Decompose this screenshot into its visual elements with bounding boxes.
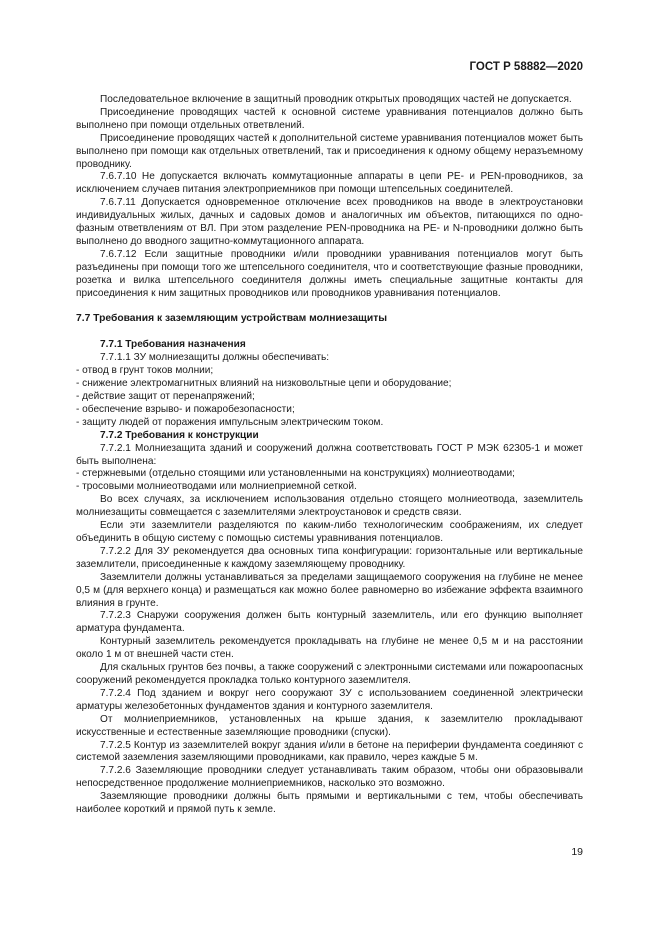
paragraph: 7.7.2.5 Контур из заземлителей вокруг здания и/или в бетоне на периферии фундамента соединяют с системой заземления заземляющими проводниками, как правило, через каждые 5 м. [76, 739, 583, 764]
document-header: ГОСТ Р 58882—2020 [469, 61, 583, 73]
paragraph: Последовательное включение в защитный проводник открытых проводящих частей не допускается. [100, 94, 572, 105]
paragraph: 7.6.7.11 Допускается одновременное отключение всех проводников на вводе в электроустановки индивидуальных жилых, дачных и садовых домов и аналогичных им объектов, питающихся по одно-фазным ответвлениям от ВЛ. При этом разделение PEN-проводника на PE- и N-проводники должно быть выполнено до вводного защитно-коммутационного аппарата. [76, 197, 583, 247]
subsection-heading [76, 430, 583, 443]
paragraph: 7.6.7.12 Если защитные проводники и/или проводники уравнивания потенциалов могут быть разъединены при помощи того же штепсельного соединителя, что и соответствующие фазные проводники, розетка и вилка штепсельного соединителя должны иметь специальные защитные контакты для присоединения к ним защитных проводников или проводников уравнивания потенциалов. [76, 248, 583, 299]
document-body [76, 94, 583, 817]
list-item: - снижение электромагнитных влияний на низковольтные цепи и оборудование; [76, 378, 452, 390]
paragraph: 7.7.1.1 ЗУ молниезащиты должны обеспечивать: [100, 352, 330, 364]
list-item: - действие защит от перенапряжений; [76, 391, 255, 403]
paragraph: Присоединение проводящих частей к дополнительной системе уравнивания потенциалов может быть выполнено при помощи как отдельных ответвлений, так и присоединения к одному общему неразъемному проводнику. [76, 132, 583, 170]
paragraph: 7.7.2.4 Под зданием и вокруг него сооружают ЗУ с использованием соединенной электрически арматуры железобетонных фундаментов здания и контурного заземлителя. [76, 687, 583, 712]
list-item: - тросовыми молниеотводами или молниеприемной сеткой. [76, 481, 357, 493]
paragraph: Если эти заземлители разделяются по каким-либо технологическим соображениям, их следует объединить в общую систему с помощью системы уравнивания потенциалов. [76, 520, 583, 544]
paragraph: Заземлители должны устанавливаться за пределами защищаемого сооружения на глубине не менее 0,5 м (для верхнего конца) и размещаться как можно более равномерно во избежание эффекта взаимного влияния в грунте. [76, 571, 583, 609]
list-item: - защиту людей от поражения импульсным электрическим током. [76, 416, 384, 428]
paragraph: Для скальных грунтов без почвы, а также сооружений с электронными системами или пожароопасных сооружений рекомендуется прокладка только контурного заземлителя. [76, 662, 583, 686]
paragraph: Во всех случаях, за исключением использования отдельно стоящего молниеотвода, заземлитель молниезащиты совмещается с заземлителями электроустановок и средств связи. [76, 494, 583, 519]
paragraph: 7.6.7.10 Не допускается включать коммутационные аппараты в цепи PE- и PEN-проводников, за исключением случаев питания электроприемников при помощи штепсельных соединителей. [76, 171, 583, 196]
section-heading: 7.7 Требования к заземляющим устройствам молниезащиты [76, 312, 388, 324]
list-item: - обеспечение взрыво- и пожаробезопасности; [76, 403, 295, 415]
paragraph: Контурный заземлитель рекомендуется прокладывать на глубине не менее 0,5 м и на расстоянии около 1 м от внешней части стен. [76, 636, 583, 661]
subsection-heading-text: 7.7.2 Требования к конструкции [100, 429, 259, 441]
list-item: - стержневыми (отдельно стоящими или установленными на конструкциях) молниеотводами; [76, 468, 515, 480]
paragraph: 7.7.2.2 Для ЗУ рекомендуется два основных типа конфигурации: горизонтальные или вертикальные заземлители, присоединенные к каждому заземляющему проводнику. [76, 545, 583, 570]
subsection-heading [76, 339, 583, 352]
subsection-heading-text: 7.7.1 Требования назначения [100, 339, 246, 351]
paragraph: Заземляющие проводники должны быть прямыми и вертикальными с тем, чтобы обеспечивать наиболее короткий и прямой путь к земле. [76, 791, 583, 816]
page-number: 19 [571, 846, 583, 858]
paragraph: 7.7.2.1 Молниезащита зданий и сооружений должна соответствовать ГОСТ Р МЭК 62305-1 и может быть выполнена: [76, 442, 583, 467]
paragraph: От молниеприемников, установленных на крыше здания, к заземлителю прокладывают искусственные и естественные заземляющие проводники (спуски). [76, 713, 583, 738]
paragraph: 7.7.2.3 Снаружи сооружения должен быть контурный заземлитель, или его функцию выполняет арматура фундамента. [76, 610, 583, 635]
list-item: - отвод в грунт токов молнии; [76, 365, 214, 377]
paragraph: 7.7.2.6 Заземляющие проводники следует устанавливать таким образом, чтобы они образовывали непосредственное продолжение молниеприемников, насколько это возможно. [76, 765, 583, 790]
paragraph: Присоединение проводящих частей к основной системе уравнивания потенциалов должно быть выполнено при помощи отдельных ответвлений. [76, 106, 583, 131]
